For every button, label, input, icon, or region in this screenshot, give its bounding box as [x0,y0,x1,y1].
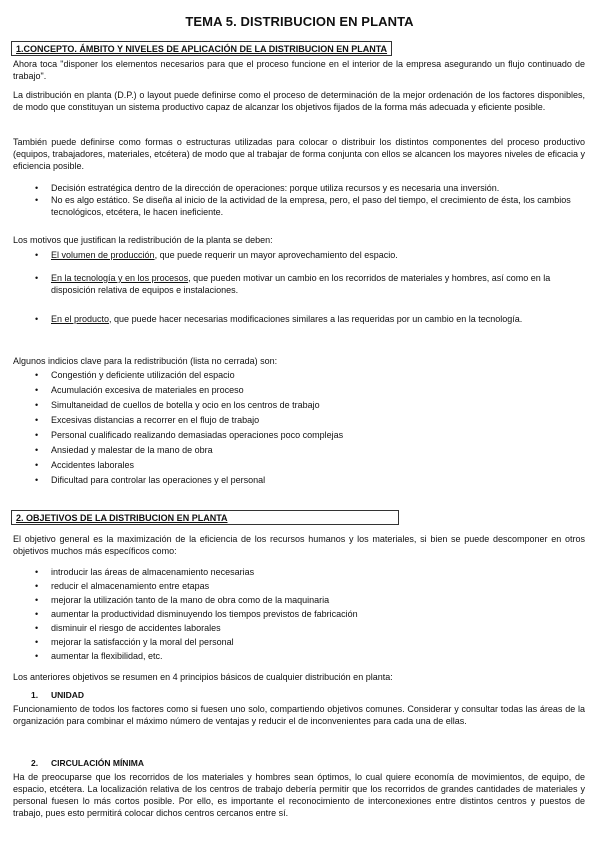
principle-number: 1. [31,690,39,700]
indicios-intro: Algunos indicios clave para la redistribución (lista no cerrada) son: [13,356,278,366]
section-2-paragraph-1: El objetivo general es la maximización de la eficiencia de los recursos humanos y los materiales, si bien se puede descomponer en otros objetivos muchos más específicos como: [13,534,585,556]
list-item: • mejorar la satisfacción y la moral del personal [0,635,581,649]
principle-title: CIRCULACIÓN MÍNIMA [51,758,145,768]
principle-1-heading [31,690,84,701]
motivo-text: , que puede hacer necesarias modificaciones similares a las requeridas por un cambio en la tecnología. [109,314,523,324]
section-1-paragraph-1: Ahora toca "disponer los elementos necesarios para que el proceso funcione en el interior de la empresa asegurando un flujo continuado de trabajo". [13,59,585,81]
list-item: • Decisión estratégica dentro de la dirección de operaciones: porque utiliza recursos y es necesaria una inversión. [0,182,581,194]
list-item: • Personal cualificado realizando demasiadas operaciones poco complejas [0,428,581,443]
principle-number: 2. [31,758,39,768]
indicios-list [0,368,599,488]
list-item [0,249,581,261]
list-item: • aumentar la productividad disminuyendo los tiempos previstos de fabricación [0,607,581,621]
list-item: • Ansiedad y malestar de la mano de obra [0,443,581,458]
motivo-underlined: En la tecnología y en los procesos [51,273,189,283]
list-item: • Excesivas distancias a recorrer en el flujo de trabajo [0,413,581,428]
motivo-text: , que pueden motivar un cambio en los recorridos de materiales y hombres, así como en la disposición relativa de equipos e instalaciones. [51,273,551,295]
section-1-heading-text: 1.CONCEPTO. ÁMBITO Y NIVELES DE APLICACIÓN DE LA DISTRIBUCION EN PLANTA [16,44,388,54]
motivo-text: , que puede requerir un mayor aprovechamiento del espacio. [154,250,398,260]
page-title: TEMA 5. DISTRIBUCION EN PLANTA [185,14,414,29]
list-item: • aumentar la flexibilidad, etc. [0,649,581,663]
list-item: • Accidentes laborales [0,458,581,473]
section-1-paragraph-2: La distribución en planta (D.P.) o layout puede definirse como el proceso de determinación de la mejor ordenación de los factores disponibles, de modo que constituyan un sistema productivo capaz de alcanzar los objetivos fijados de la forma más adecuada y eficiente posible. [13,90,585,112]
section-2-heading-text: 2. OBJETIVOS DE LA DISTRIBUCION EN PLANTA [16,513,228,523]
motivo-underlined: En el producto [51,314,110,324]
list-item: • Simultaneidad de cuellos de botella y ocio en los centros de trabajo [0,398,581,413]
list-item: • reducir el almacenamiento entre etapas [0,579,581,593]
principle-title: UNIDAD [51,690,85,700]
motivo-underlined: El volumen de producción [51,250,155,260]
list-item: • introducir las áreas de almacenamiento necesarias [0,565,581,579]
principle-1-text: Funcionamiento de todos los factores como si fuesen uno solo, compartiendo objetivos comunes. Considerar y consultar todas las áreas de la organización para combinar el máximo número de ventajas y reducir el de inconvenientes para cada una de ellas. [13,704,585,726]
list-item: • disminuir el riesgo de accidentes laborales [0,621,581,635]
objetivos-list [0,565,599,663]
section-1-heading [11,41,392,56]
list-item: • Acumulación excesiva de materiales en proceso [0,383,581,398]
list-item [0,313,581,325]
principle-2-heading [31,758,144,769]
motivos-intro: Los motivos que justifican la redistribución de la planta se deben: [13,235,273,245]
section-1-paragraph-3: También puede definirse como formas o estructuras utilizadas para colocar o distribuir los distintos componentes del proceso productivo (equipos, trabajadores, materiales, etcétera) de modo que al trabajar de forma conjunta con ellos se alcancen los mayores niveles de eficacia y eficiencia posible. [13,137,585,171]
list-item [0,272,581,296]
motivos-list [0,249,599,325]
list-item: • mejorar la utilización tanto de la mano de obra como de la maquinaria [0,593,581,607]
list-item: • Dificultad para controlar las operaciones y el personal [0,473,581,488]
principle-2-text: Ha de preocuparse que los recorridos de los materiales y hombres sean óptimos, lo cual quiere economía de movimientos, de equipo, de espacio, etcétera. La localización relativa de los centros de trabajo debería permitir que los recorridos de grandes cantidades de materiales y personal fuesen lo más cortos posible. Por ello, es importante el reconocimiento de interconexiones entre distintos centros y puestos de trabajo, pues esto permitirá colocar dichos centros cercanos entre sí. [13,772,585,818]
section-2-paragraph-2: Los anteriores objetivos se resumen en 4 principios básicos de cualquier distribución en planta: [13,672,393,682]
list-item: • No es algo estático. Se diseña al inicio de la actividad de la empresa, pero, el paso del tiempo, el crecimiento de ésta, los cambios tecnológicos, etcétera, le hacen ineficiente. [0,194,581,218]
section-1-bullet-list [0,182,599,218]
section-2-heading [11,510,399,525]
list-item: • Congestión y deficiente utilización del espacio [0,368,581,383]
